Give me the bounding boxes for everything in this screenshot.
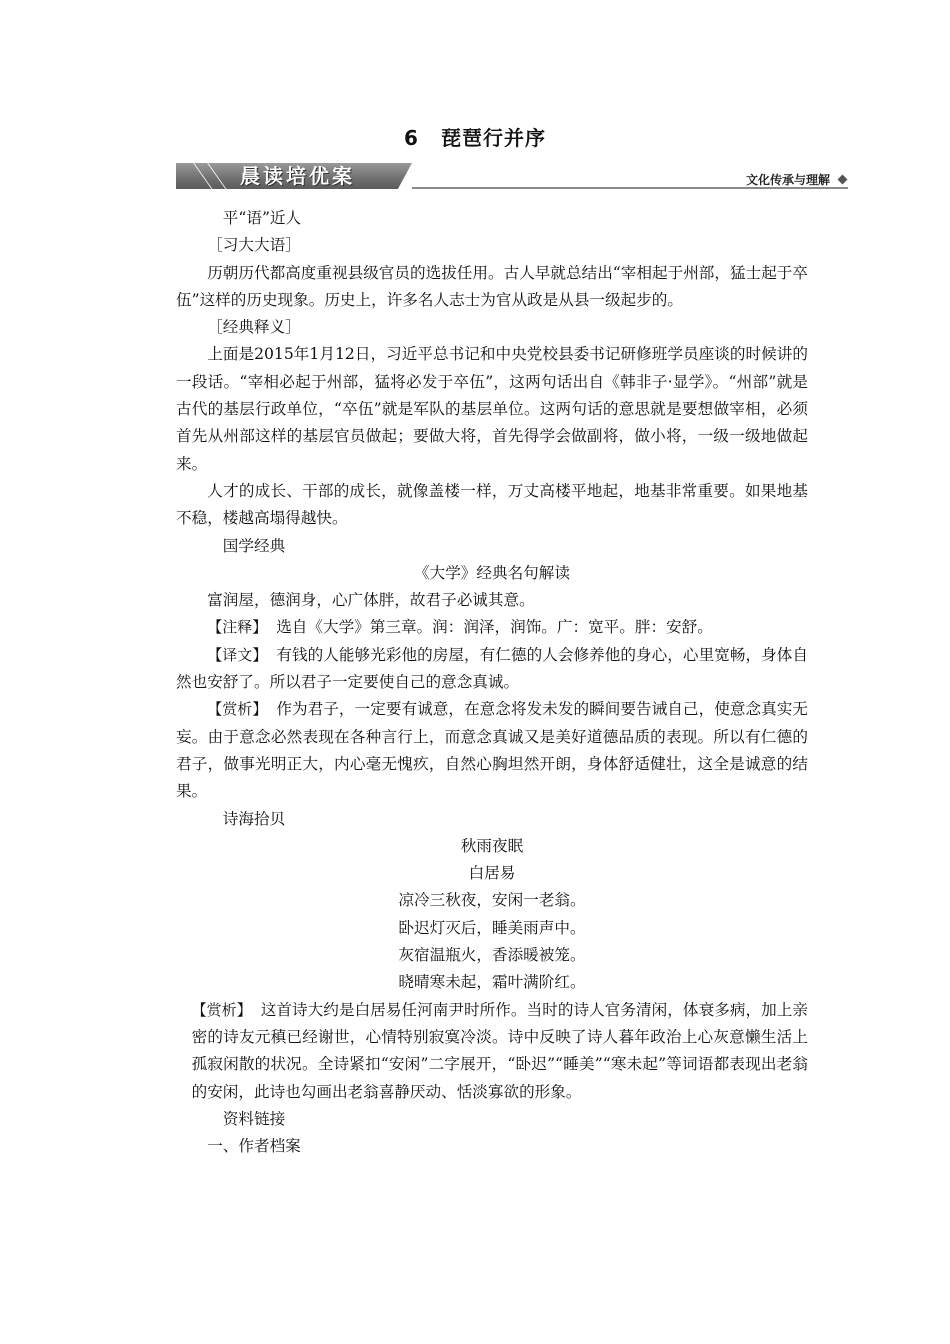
paragraph-quote: 历朝历代都高度重视县级官员的选拔任用。古人早就总结出“宰相起于州部，猛士起于卒伍”这样的历史现象。历史上，许多名人志士为官从政是从县一级起步的。: [176, 263, 808, 309]
diamond-icon: [838, 175, 848, 185]
lesson-title-text: 琵琶行并序: [440, 126, 546, 150]
article-body: [176, 205, 808, 1160]
poem-line: 灰宿温瓶火，香添暖被笼。: [398, 946, 586, 965]
poem-shangxi-text: 这首诗大约是白居易任河南尹时所作。当时的诗人官务清闲，体衰多病，加上亲密的诗友元稹已经谢世，心情特别寂寞冷淡。诗中反映了诗人暮年政治上心灰意懒生活上孤寂闲散的状况。全诗紧扣“安闲”二字展开，“卧迟”“睡美”“寒未起”等词语都表现出老翁的安闲，此诗也勾画出老翁喜静厌动、恬淡寡欲的形象。: [191, 1000, 808, 1101]
zhushi-paragraph: [176, 614, 808, 641]
paragraph-rencai: 人才的成长、干部的成长，就像盖楼一样，万丈高楼平地起，地基非常重要。如果地基不稳，楼越高塌得越快。: [176, 481, 808, 528]
heading-guoxue: 国学经典: [222, 536, 286, 555]
shangxi-text: 作为君子，一定要有诚意，在意念将发未发的瞬间要告诫自己，使意念真实无妄。由于意念必然表现在各种言行上，而意念真诚又是美好道德品质的表现。所以有仁德的君子，做事光明正大，内心毫无愧疚，自然心胸坦然开朗，身体舒适健壮，这全是诚意的结果。: [176, 700, 808, 801]
zhushi-text: 选自《大学》第三章。润：润泽，润饰。广：宽平。胖：安舒。: [276, 618, 713, 637]
section-banner: [176, 158, 848, 196]
yiwen-text: 有钱的人能够光彩他的房屋，有仁德的人会修养他的身心，心里宽畅，身体自然也安舒了。所以君子一定要使自己的意念真诚。: [176, 645, 808, 692]
yiwen-tag: 【译文】: [207, 645, 268, 664]
lesson-number: 6: [404, 126, 419, 150]
paragraph-jingdian: 上面是2015年1月12日，习近平总书记和中央党校县委书记研修班学员座谈的时候讲的一段话。“宰相必起于州部，猛将必发于卒伍”，这两句话出自《韩非子·显学》。“州部”就是古代的基层行政单位，“卒伍”就是军队的基层单位。这两句话的意思就是要想做宰相，必须首先从州部这样的基层官员做起；要做大将，首先得学会做副将，做小将，一级一级地做起来。: [176, 345, 808, 473]
poem-line: 卧迟灯灭后，睡美雨声中。: [398, 918, 586, 937]
banner-tag: 文化传承与理解: [745, 173, 830, 187]
shangxi-tag: 【赏析】: [207, 700, 268, 719]
heading-ping-yu: 平“语”近人: [222, 209, 302, 227]
heading-zuozhe: 一、作者档案: [207, 1137, 301, 1156]
poem-line: 晓晴寒未起，霜叶满阶红。: [398, 973, 586, 992]
poem-line: 凉冷三秋夜，安闲一老翁。: [398, 891, 586, 910]
poem-author: 白居易: [468, 864, 516, 883]
shangxi-paragraph: [176, 696, 808, 805]
heading-shihai: 诗海拾贝: [222, 809, 286, 828]
heading-ziliao: 资料链接: [222, 1109, 286, 1128]
daxue-title: 《大学》经典名句解读: [414, 563, 570, 582]
poem-shangxi-tag: 【赏析】: [191, 1000, 252, 1019]
zhushi-tag: 【注释】: [207, 618, 268, 637]
poem-title: 秋雨夜眠: [460, 836, 524, 855]
label-jingdian: ［经典释义］: [207, 318, 301, 337]
yiwen-paragraph: [176, 642, 808, 697]
label-xi-da-da-yu: ［习大大语］: [207, 236, 301, 255]
banner-title: 晨读培优案: [240, 164, 355, 188]
poem-shangxi-paragraph: [176, 997, 808, 1106]
daxue-quote: 富润屋，德润身，心广体胖，故君子必诚其意。: [207, 591, 535, 610]
lesson-title: [0, 122, 950, 151]
